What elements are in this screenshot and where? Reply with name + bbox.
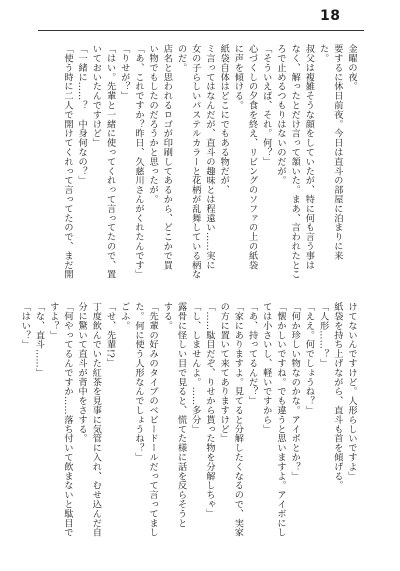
text-line: 「はい。先輩と一緒に使ってくれって言ってたので、置 bbox=[104, 44, 116, 279]
header-rule bbox=[38, 30, 364, 31]
text-line: 「あ、持ってるんだ？」 bbox=[246, 302, 258, 406]
text-line: 「ええ。何でしょうね？」 bbox=[303, 302, 315, 415]
text-line: 紙袋を持ち上げながら、直斗も首を傾げる。 bbox=[331, 302, 343, 490]
page-number: 18 bbox=[320, 8, 341, 24]
text-line: ごふ。 bbox=[118, 302, 130, 331]
text-line: 紙袋自体はどこにでもある物だが、 bbox=[218, 44, 230, 195]
text-line: ては小さいし、軽いですから」 bbox=[260, 302, 272, 434]
text-line: 「先輩の好みのタイプのベビードールだって言ってまし bbox=[147, 302, 159, 537]
text-line: 「はい？」 bbox=[19, 302, 31, 349]
text-line: 分に驚いて直斗が背中をさする。 bbox=[76, 302, 88, 443]
text-line: 「あ、これですか？昨日、久慈川さんがくれたんです」 bbox=[132, 44, 144, 279]
text-line: 心づくしの夕食を終え、リビングのソファの上の紙袋 bbox=[246, 44, 258, 270]
text-column-bottom bbox=[19, 302, 358, 546]
text-line: 「一緒に……？ 中身何なの？」 bbox=[76, 44, 88, 185]
text-line: 叔父は複雑そうな顔をしていたが、特に何も言う事は bbox=[303, 44, 315, 270]
text-line: 要するに休日前夜。今日は直斗の部屋に泊まりに来 bbox=[331, 44, 343, 261]
text-line: 店名と思われるロゴが印刷してあるから、どこかで買 bbox=[161, 44, 173, 270]
text-line: なく、解ったとだけ言って頷いた。まあ、言われたとこ bbox=[289, 44, 301, 279]
text-line: すよ？」 bbox=[47, 302, 59, 340]
text-line: 「し、しませんよ。……多分」 bbox=[189, 302, 201, 434]
text-line: 露骨に怪しい目で見ると、慌てた様に話を反らそうと bbox=[175, 302, 187, 528]
text-line: 「……駄目だぞ、りせから貰った物を分解しちゃ」 bbox=[203, 302, 215, 519]
text-line: 「懐かしいですね。でも違うと思いますよ。アイボにし bbox=[274, 302, 286, 537]
text-column-top bbox=[38, 44, 358, 288]
text-line: 「何か珍しい物なのかな。アイボとか？」 bbox=[289, 302, 301, 481]
text-line: けてないんですけど。人形らしいですよ」 bbox=[346, 302, 357, 481]
text-line: 「家にありますよ。見てると分解したくなるので、実家 bbox=[232, 302, 244, 537]
text-line: ろで止めるつもりはないのだが。 bbox=[274, 44, 286, 185]
text-line: 「何やってるんですか……落ち付いて飲まないと駄目で bbox=[61, 302, 73, 537]
text-line: 「せ、先輩!?」 bbox=[104, 302, 116, 368]
text-line: 「人形……？」 bbox=[317, 302, 329, 368]
text-line: に声を傾ける。 bbox=[232, 44, 244, 110]
text-line: 丁度飲んでいた紅茶を見事に気管に入れ、むせ込んだ自 bbox=[90, 302, 102, 537]
text-line: 金曜の夜。 bbox=[346, 44, 357, 91]
text-line: 「使う時に二人で開けてくれって言ってたので、まだ開 bbox=[61, 44, 73, 279]
text-line: 女の子らしいパステルカラーと花柄が乱舞している柄な bbox=[189, 44, 201, 279]
text-line: のだ。 bbox=[175, 44, 187, 73]
text-line: の方に置いて来てありますけど」 bbox=[218, 302, 230, 443]
text-line: する。 bbox=[161, 302, 173, 331]
text-line: い物でもしたのだろうかと思ったが。 bbox=[147, 44, 159, 204]
text-line: た。 bbox=[317, 44, 329, 63]
text-line: 「そういえば、それ。何？」 bbox=[260, 44, 272, 167]
text-line: いておいたんですけど」 bbox=[90, 44, 102, 148]
text-line: 「りせが？」 bbox=[118, 44, 130, 101]
text-line: た。何に使う人形なんでしょうね？」 bbox=[132, 302, 144, 462]
text-line: 「な、直斗……」 bbox=[33, 302, 45, 378]
text-line: ミ言ってはなんだが、直斗の趣味とは程遠い……実に bbox=[203, 44, 215, 270]
